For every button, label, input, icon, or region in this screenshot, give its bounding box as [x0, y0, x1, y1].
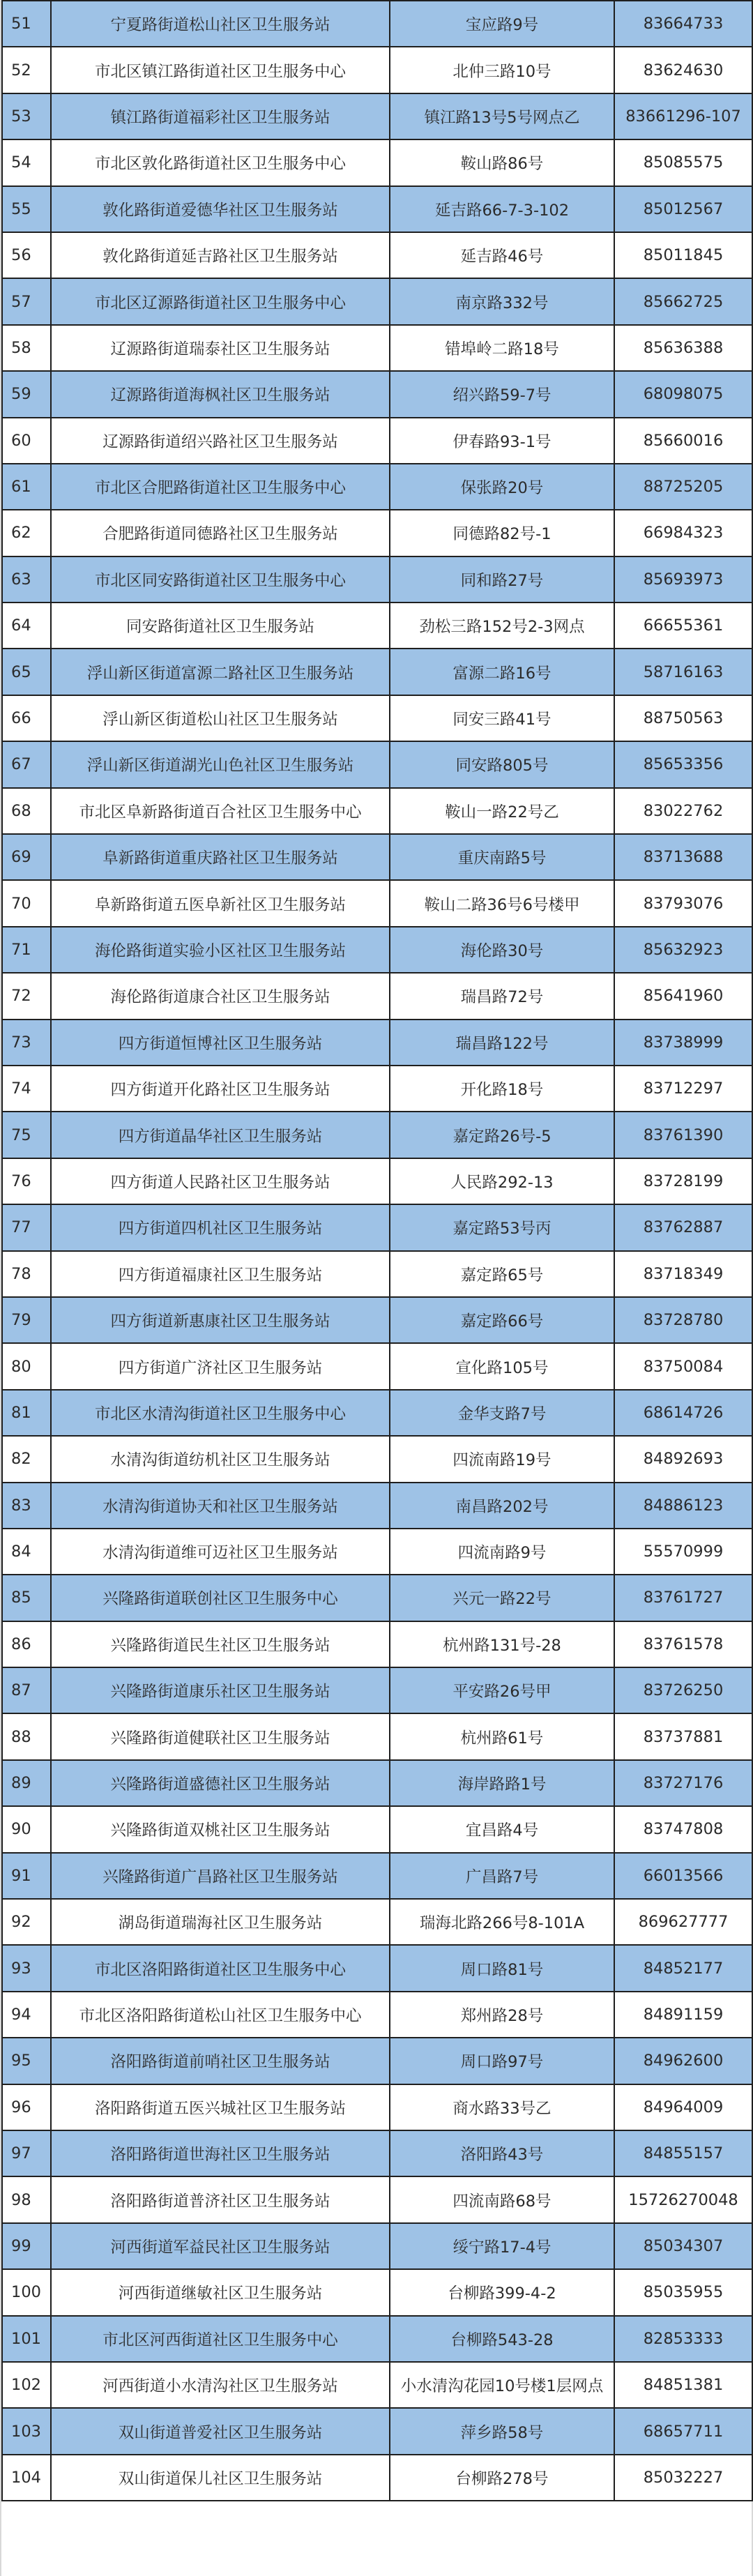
row-number-cell: 57	[2, 278, 51, 324]
station-name-cell: 双山街道保儿社区卫生服务站	[51, 2455, 390, 2501]
table-row	[2, 2362, 752, 2408]
phone-cell: 15726270048	[614, 2176, 752, 2222]
table-row	[2, 418, 752, 464]
address-cell: 富源二路16号	[390, 649, 614, 695]
phone-cell: 83661296-107	[614, 93, 752, 139]
row-number-cell: 76	[2, 1158, 51, 1204]
table-body	[2, 1, 752, 2501]
table-row	[2, 2084, 752, 2130]
address-cell: 平安路26号甲	[390, 1667, 614, 1713]
address-cell: 杭州路131号-28	[390, 1621, 614, 1667]
health-station-table	[1, 0, 753, 2501]
phone-cell: 83750084	[614, 1343, 752, 1389]
address-cell: 鞍山路86号	[390, 139, 614, 185]
row-number-cell: 82	[2, 1436, 51, 1482]
address-cell: 杭州路61号	[390, 1713, 614, 1759]
address-cell: 宝应路9号	[390, 1, 614, 47]
phone-cell: 83793076	[614, 880, 752, 926]
address-cell: 兴元一路22号	[390, 1575, 614, 1621]
row-number-cell: 79	[2, 1297, 51, 1343]
address-cell: 周口路97号	[390, 2038, 614, 2084]
row-number-cell: 63	[2, 556, 51, 603]
table-row	[2, 603, 752, 649]
row-number-cell: 71	[2, 927, 51, 973]
address-cell: 镇江路13号5号网点乙	[390, 93, 614, 139]
row-number-cell: 74	[2, 1066, 51, 1112]
phone-cell: 83738999	[614, 1020, 752, 1066]
phone-cell: 85032227	[614, 2455, 752, 2501]
address-cell: 嘉定路26号-5	[390, 1112, 614, 1158]
station-name-cell: 宁夏路街道松山社区卫生服务站	[51, 1, 390, 47]
station-name-cell: 海伦路街道实验小区社区卫生服务站	[51, 927, 390, 973]
table-row	[2, 1, 752, 47]
address-cell: 鞍山一路22号乙	[390, 788, 614, 834]
address-cell: 广昌路7号	[390, 1853, 614, 1899]
row-number-cell: 84	[2, 1529, 51, 1575]
phone-cell: 84892693	[614, 1436, 752, 1482]
row-number-cell: 56	[2, 232, 51, 278]
phone-cell: 85012567	[614, 186, 752, 232]
table-row	[2, 510, 752, 556]
phone-cell: 83712297	[614, 1066, 752, 1112]
table-row	[2, 2269, 752, 2315]
table-row	[2, 1899, 752, 1945]
station-name-cell: 浮山新区街道湖光山色社区卫生服务站	[51, 741, 390, 787]
station-name-cell: 市北区辽源路街道社区卫生服务中心	[51, 278, 390, 324]
row-number-cell: 102	[2, 2362, 51, 2408]
address-cell: 鞍山二路36号6号楼甲	[390, 880, 614, 926]
address-cell: 周口路81号	[390, 1945, 614, 1991]
row-number-cell: 96	[2, 2084, 51, 2130]
table-row	[2, 186, 752, 232]
station-name-cell: 湖岛街道瑞海社区卫生服务站	[51, 1899, 390, 1945]
phone-cell: 83747808	[614, 1806, 752, 1852]
address-cell: 海伦路30号	[390, 927, 614, 973]
phone-cell: 85662725	[614, 278, 752, 324]
table-row	[2, 1483, 752, 1529]
phone-cell: 83727176	[614, 1760, 752, 1806]
phone-cell: 83728780	[614, 1297, 752, 1343]
address-cell: 伊春路93-1号	[390, 418, 614, 464]
table-row	[2, 2223, 752, 2269]
station-name-cell: 双山街道普爱社区卫生服务站	[51, 2408, 390, 2454]
address-cell: 绥宁路17-4号	[390, 2223, 614, 2269]
station-name-cell: 洛阳路街道五医兴城社区卫生服务站	[51, 2084, 390, 2130]
row-number-cell: 78	[2, 1251, 51, 1297]
row-number-cell: 75	[2, 1112, 51, 1158]
row-number-cell: 80	[2, 1343, 51, 1389]
table-row	[2, 2455, 752, 2501]
row-number-cell: 72	[2, 973, 51, 1019]
address-cell: 郑州路28号	[390, 1992, 614, 2038]
station-name-cell: 市北区同安路街道社区卫生服务中心	[51, 556, 390, 603]
phone-cell: 84886123	[614, 1483, 752, 1529]
phone-cell: 84851381	[614, 2362, 752, 2408]
address-cell: 洛阳路43号	[390, 2130, 614, 2176]
row-number-cell: 85	[2, 1575, 51, 1621]
table-row	[2, 93, 752, 139]
phone-cell: 83728199	[614, 1158, 752, 1204]
table-row	[2, 2130, 752, 2176]
phone-cell: 88750563	[614, 695, 752, 741]
station-name-cell: 合肥路街道同德路社区卫生服务站	[51, 510, 390, 556]
phone-cell: 83762887	[614, 1204, 752, 1250]
station-name-cell: 阜新路街道重庆路社区卫生服务站	[51, 834, 390, 880]
phone-cell: 85034307	[614, 2223, 752, 2269]
phone-cell: 83761727	[614, 1575, 752, 1621]
table-row	[2, 834, 752, 880]
station-name-cell: 阜新路街道五医阜新社区卫生服务站	[51, 880, 390, 926]
phone-cell: 85035955	[614, 2269, 752, 2315]
address-cell: 南京路332号	[390, 278, 614, 324]
station-name-cell: 市北区阜新路街道百合社区卫生服务中心	[51, 788, 390, 834]
station-name-cell: 四方街道晶华社区卫生服务站	[51, 1112, 390, 1158]
station-name-cell: 河西街道继敏社区卫生服务站	[51, 2269, 390, 2315]
row-number-cell: 104	[2, 2455, 51, 2501]
station-name-cell: 辽源路街道绍兴路社区卫生服务站	[51, 418, 390, 464]
station-name-cell: 水清沟街道维可迈社区卫生服务站	[51, 1529, 390, 1575]
station-name-cell: 水清沟街道协天和社区卫生服务站	[51, 1483, 390, 1529]
row-number-cell: 70	[2, 880, 51, 926]
phone-cell: 84855157	[614, 2130, 752, 2176]
phone-cell: 85641960	[614, 973, 752, 1019]
phone-cell: 68657711	[614, 2408, 752, 2454]
table-row	[2, 1297, 752, 1343]
table-row	[2, 139, 752, 185]
station-name-cell: 同安路街道社区卫生服务站	[51, 603, 390, 649]
row-number-cell: 69	[2, 834, 51, 880]
row-number-cell: 103	[2, 2408, 51, 2454]
address-cell: 嘉定路53号丙	[390, 1204, 614, 1250]
station-name-cell: 四方街道福康社区卫生服务站	[51, 1251, 390, 1297]
address-cell: 同安路805号	[390, 741, 614, 787]
station-name-cell: 兴隆路街道康乐社区卫生服务站	[51, 1667, 390, 1713]
station-name-cell: 市北区洛阳路街道社区卫生服务中心	[51, 1945, 390, 1991]
station-name-cell: 海伦路街道康合社区卫生服务站	[51, 973, 390, 1019]
station-name-cell: 市北区洛阳路街道松山社区卫生服务中心	[51, 1992, 390, 2038]
station-name-cell: 浮山新区街道富源二路社区卫生服务站	[51, 649, 390, 695]
table-row	[2, 1066, 752, 1112]
address-cell: 同和路27号	[390, 556, 614, 603]
station-name-cell: 河西街道小水清沟社区卫生服务站	[51, 2362, 390, 2408]
address-cell: 同德路82号-1	[390, 510, 614, 556]
station-name-cell: 兴隆路街道健联社区卫生服务站	[51, 1713, 390, 1759]
table-row	[2, 788, 752, 834]
station-name-cell: 市北区合肥路街道社区卫生服务中心	[51, 464, 390, 510]
station-name-cell: 兴隆路街道联创社区卫生服务中心	[51, 1575, 390, 1621]
table-row	[2, 649, 752, 695]
address-cell: 台柳路399-4-2	[390, 2269, 614, 2315]
row-number-cell: 98	[2, 2176, 51, 2222]
phone-cell: 88725205	[614, 464, 752, 510]
address-cell: 宣化路105号	[390, 1343, 614, 1389]
station-name-cell: 水清沟街道纺机社区卫生服务站	[51, 1436, 390, 1482]
row-number-cell: 100	[2, 2269, 51, 2315]
address-cell: 人民路292-13	[390, 1158, 614, 1204]
row-number-cell: 88	[2, 1713, 51, 1759]
address-cell: 劲松三路152号2-3网点	[390, 603, 614, 649]
table-row	[2, 1158, 752, 1204]
station-name-cell: 市北区镇江路街道社区卫生服务中心	[51, 47, 390, 93]
row-number-cell: 54	[2, 139, 51, 185]
table-row	[2, 1390, 752, 1436]
row-number-cell: 101	[2, 2316, 51, 2362]
station-name-cell: 洛阳路街道世海社区卫生服务站	[51, 2130, 390, 2176]
table-row	[2, 1945, 752, 1991]
address-cell: 小水清沟花园10号楼1层网点	[390, 2362, 614, 2408]
row-number-cell: 95	[2, 2038, 51, 2084]
table-row	[2, 1112, 752, 1158]
phone-cell: 66655361	[614, 603, 752, 649]
station-name-cell: 洛阳路街道普济社区卫生服务站	[51, 2176, 390, 2222]
address-cell: 重庆南路5号	[390, 834, 614, 880]
address-cell: 四流南路9号	[390, 1529, 614, 1575]
station-name-cell: 敦化路街道爱德华社区卫生服务站	[51, 186, 390, 232]
phone-cell: 84964009	[614, 2084, 752, 2130]
table-row	[2, 1020, 752, 1066]
table-row	[2, 1204, 752, 1250]
address-cell: 瑞昌路72号	[390, 973, 614, 1019]
table-row	[2, 741, 752, 787]
address-cell: 延吉路66-7-3-102	[390, 186, 614, 232]
row-number-cell: 94	[2, 1992, 51, 2038]
row-number-cell: 99	[2, 2223, 51, 2269]
address-cell: 绍兴路59-7号	[390, 371, 614, 417]
table-row	[2, 371, 752, 417]
address-cell: 金华支路7号	[390, 1390, 614, 1436]
row-number-cell: 77	[2, 1204, 51, 1250]
phone-cell: 85085575	[614, 139, 752, 185]
row-number-cell: 64	[2, 603, 51, 649]
phone-cell: 84891159	[614, 1992, 752, 2038]
row-number-cell: 60	[2, 418, 51, 464]
row-number-cell: 52	[2, 47, 51, 93]
station-name-cell: 洛阳路街道前哨社区卫生服务站	[51, 2038, 390, 2084]
station-name-cell: 辽源路街道瑞泰社区卫生服务站	[51, 325, 390, 371]
phone-cell: 66984323	[614, 510, 752, 556]
table-row	[2, 1343, 752, 1389]
phone-cell: 83713688	[614, 834, 752, 880]
phone-cell: 82853333	[614, 2316, 752, 2362]
phone-cell: 83761578	[614, 1621, 752, 1667]
table-row	[2, 278, 752, 324]
station-name-cell: 四方街道新惠康社区卫生服务站	[51, 1297, 390, 1343]
table-row	[2, 1992, 752, 2038]
address-cell: 嘉定路66号	[390, 1297, 614, 1343]
table-row	[2, 1251, 752, 1297]
address-cell: 海岸路路1号	[390, 1760, 614, 1806]
phone-cell: 58716163	[614, 649, 752, 695]
phone-cell: 85011845	[614, 232, 752, 278]
table-row	[2, 2038, 752, 2084]
table-row	[2, 2176, 752, 2222]
row-number-cell: 81	[2, 1390, 51, 1436]
table-row	[2, 556, 752, 603]
station-name-cell: 兴隆路街道民生社区卫生服务站	[51, 1621, 390, 1667]
row-number-cell: 59	[2, 371, 51, 417]
table-row	[2, 464, 752, 510]
table-row	[2, 1436, 752, 1482]
station-name-cell: 四方街道恒博社区卫生服务站	[51, 1020, 390, 1066]
phone-cell: 84962600	[614, 2038, 752, 2084]
row-number-cell: 73	[2, 1020, 51, 1066]
table-row	[2, 1621, 752, 1667]
row-number-cell: 83	[2, 1483, 51, 1529]
table-row	[2, 927, 752, 973]
station-name-cell: 兴隆路街道广昌路社区卫生服务站	[51, 1853, 390, 1899]
station-name-cell: 敦化路街道延吉路社区卫生服务站	[51, 232, 390, 278]
phone-cell: 83726250	[614, 1667, 752, 1713]
station-name-cell: 辽源路街道海枫社区卫生服务站	[51, 371, 390, 417]
station-name-cell: 兴隆路街道盛德社区卫生服务站	[51, 1760, 390, 1806]
station-name-cell: 市北区敦化路街道社区卫生服务中心	[51, 139, 390, 185]
row-number-cell: 55	[2, 186, 51, 232]
address-cell: 四流南路19号	[390, 1436, 614, 1482]
station-name-cell: 市北区河西街道社区卫生服务中心	[51, 2316, 390, 2362]
station-name-cell: 兴隆路街道双桃社区卫生服务站	[51, 1806, 390, 1852]
phone-cell: 84852177	[614, 1945, 752, 1991]
address-cell: 开化路18号	[390, 1066, 614, 1112]
row-number-cell: 67	[2, 741, 51, 787]
station-name-cell: 四方街道广济社区卫生服务站	[51, 1343, 390, 1389]
address-cell: 保张路20号	[390, 464, 614, 510]
address-cell: 台柳路543-28	[390, 2316, 614, 2362]
address-cell: 商水路33号乙	[390, 2084, 614, 2130]
row-number-cell: 92	[2, 1899, 51, 1945]
phone-cell: 83761390	[614, 1112, 752, 1158]
phone-cell: 68614726	[614, 1390, 752, 1436]
table-row	[2, 695, 752, 741]
phone-cell: 55570999	[614, 1529, 752, 1575]
phone-cell: 83624630	[614, 47, 752, 93]
address-cell: 同安三路41号	[390, 695, 614, 741]
row-number-cell: 58	[2, 325, 51, 371]
table-row	[2, 1575, 752, 1621]
phone-cell: 85636388	[614, 325, 752, 371]
row-number-cell: 86	[2, 1621, 51, 1667]
row-number-cell: 90	[2, 1806, 51, 1852]
row-number-cell: 61	[2, 464, 51, 510]
row-number-cell: 66	[2, 695, 51, 741]
row-number-cell: 51	[2, 1, 51, 47]
row-number-cell: 97	[2, 2130, 51, 2176]
address-cell: 瑞昌路122号	[390, 1020, 614, 1066]
table-row	[2, 880, 752, 926]
phone-cell: 85693973	[614, 556, 752, 603]
table-row	[2, 47, 752, 93]
table-row	[2, 2316, 752, 2362]
phone-cell: 869627777	[614, 1899, 752, 1945]
station-name-cell: 河西街道军益民社区卫生服务站	[51, 2223, 390, 2269]
phone-cell: 83664733	[614, 1, 752, 47]
row-number-cell: 93	[2, 1945, 51, 1991]
table-row	[2, 2408, 752, 2454]
table-row	[2, 1760, 752, 1806]
address-cell: 宜昌路4号	[390, 1806, 614, 1852]
row-number-cell: 65	[2, 649, 51, 695]
phone-cell: 85632923	[614, 927, 752, 973]
phone-cell: 68098075	[614, 371, 752, 417]
address-cell: 四流南路68号	[390, 2176, 614, 2222]
table-row	[2, 1853, 752, 1899]
station-name-cell: 镇江路街道福彩社区卫生服务站	[51, 93, 390, 139]
table-row	[2, 1713, 752, 1759]
phone-cell: 66013566	[614, 1853, 752, 1899]
table-row	[2, 973, 752, 1019]
address-cell: 瑞海北路266号8-101A	[390, 1899, 614, 1945]
address-cell: 北仲三路10号	[390, 47, 614, 93]
address-cell: 延吉路46号	[390, 232, 614, 278]
row-number-cell: 87	[2, 1667, 51, 1713]
table-row	[2, 1806, 752, 1852]
row-number-cell: 62	[2, 510, 51, 556]
phone-cell: 83022762	[614, 788, 752, 834]
phone-cell: 85660016	[614, 418, 752, 464]
row-number-cell: 53	[2, 93, 51, 139]
row-number-cell: 91	[2, 1853, 51, 1899]
row-number-cell: 68	[2, 788, 51, 834]
table-row	[2, 1667, 752, 1713]
address-cell: 南昌路202号	[390, 1483, 614, 1529]
row-number-cell: 89	[2, 1760, 51, 1806]
table-row	[2, 232, 752, 278]
station-name-cell: 市北区水清沟街道社区卫生服务中心	[51, 1390, 390, 1436]
station-name-cell: 四方街道四机社区卫生服务站	[51, 1204, 390, 1250]
station-name-cell: 浮山新区街道松山社区卫生服务站	[51, 695, 390, 741]
address-cell: 台柳路278号	[390, 2455, 614, 2501]
address-cell: 萍乡路58号	[390, 2408, 614, 2454]
station-name-cell: 四方街道人民路社区卫生服务站	[51, 1158, 390, 1204]
phone-cell: 85653356	[614, 741, 752, 787]
phone-cell: 83737881	[614, 1713, 752, 1759]
address-cell: 错埠岭二路18号	[390, 325, 614, 371]
address-cell: 嘉定路65号	[390, 1251, 614, 1297]
table-row	[2, 325, 752, 371]
station-name-cell: 四方街道开化路社区卫生服务站	[51, 1066, 390, 1112]
table-row	[2, 1529, 752, 1575]
phone-cell: 83718349	[614, 1251, 752, 1297]
